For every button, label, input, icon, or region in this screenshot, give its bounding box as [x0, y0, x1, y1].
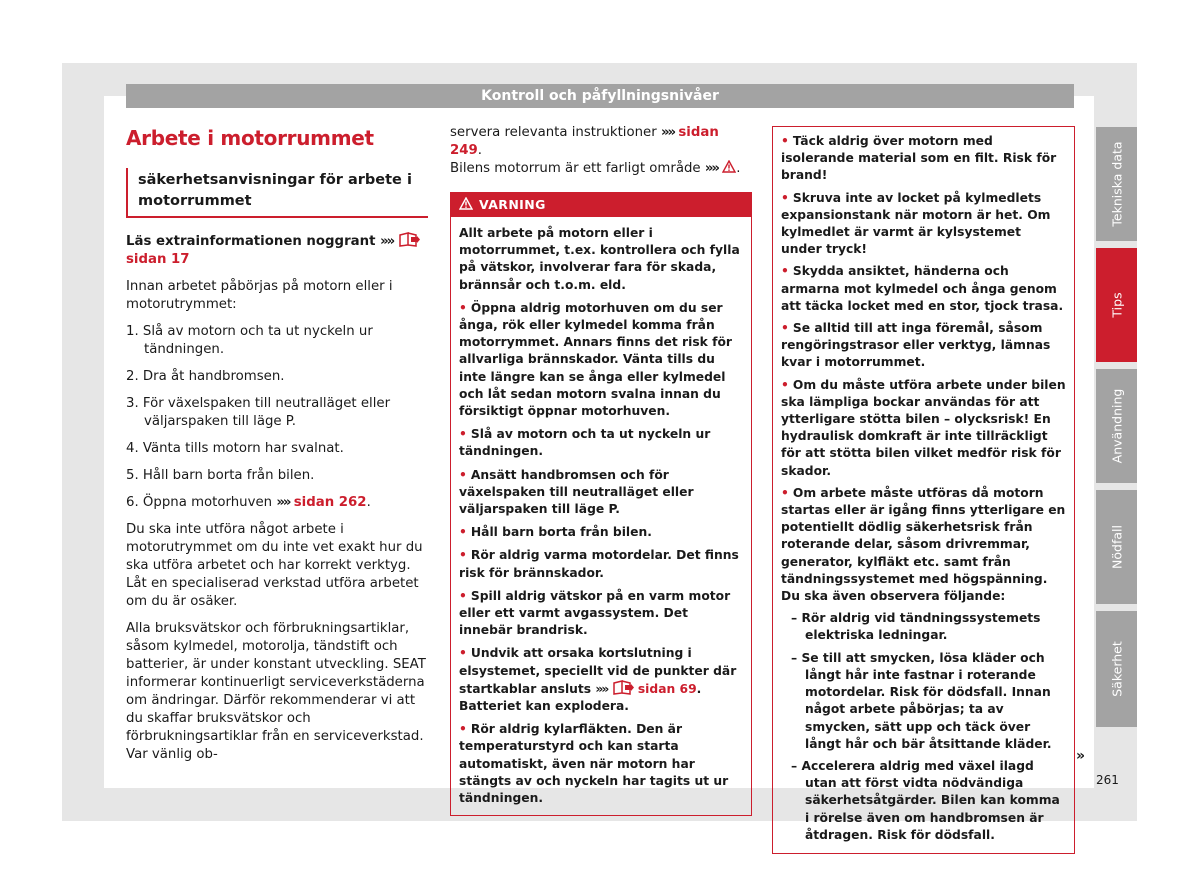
- read-more-line: [126, 232, 428, 269]
- list-item: • Spill aldrig vätskor på en varm motor eller ett varmt avgassystem. Det innebär brandrisk.: [459, 588, 731, 638]
- book-reference-icon: [398, 232, 420, 247]
- warning-header: [451, 193, 751, 217]
- continue-arrow-icon: »: [1076, 748, 1083, 764]
- continued-text-2: Bilens motorrum är ett farligt område »» .: [450, 161, 741, 176]
- list-item: • Håll barn borta från bilen.: [459, 525, 652, 540]
- tab-anvandning[interactable]: Användning: [1096, 369, 1137, 483]
- continued-text: servera relevanta instruktioner »» sidan 249.: [450, 125, 719, 158]
- list-item: • Skruva inte av locket på kylmedlets expansionstank när motorn är het. Om kylmedlet är varmt är kylsystemet under tryck!: [781, 190, 1051, 257]
- section-title: säkerhetsanvisningar för arbete i motorrummet: [126, 168, 428, 218]
- list-item: • Ansätt handbromsen och för växelspaken till neutralläget eller väljarspaken till läge P.: [459, 467, 694, 517]
- list-item: • Täck aldrig över motorn med isolerande material som en filt. Risk för brand!: [781, 134, 1057, 183]
- chapter-header-bar: Kontroll och påfyllningsnivåer: [126, 84, 1074, 108]
- dash-item: – Rör aldrig vid tändningssystemets elektriska ledningar.: [791, 611, 1041, 643]
- step6-link[interactable]: sidan 262: [293, 495, 367, 510]
- list-item: • Om arbete måste utföras då motorn startas eller är igång finns ytterligare en potentiellt dödlig säkerhetsrisk från roterande delar, såsom drivremmar, generator, kylfläkt etc. samt från tändningssystemet med högspänning. Du ska även observera följande:: [781, 485, 1066, 604]
- list-item: 2. Dra åt handbromsen.: [126, 369, 285, 384]
- chapter-title: Arbete i motorrummet: [126, 126, 374, 150]
- intro-text: Innan arbetet påbörjas på motorn eller i motorutrymmet:: [126, 279, 393, 312]
- list-item: • Undvik att orsaka kortslutning i elsystemet, speciellt vid de punkter där startkablar ansluts »» sidan 69. Batteriet kan explodera.: [459, 646, 737, 714]
- warning-triangle-icon: [459, 197, 473, 210]
- list-item: • Öppna aldrig motorhuven om du ser ånga, rök eller kylmedel komma från motorrymmet. Annars finns det risk för allvarliga brännskador. Vänta tills du inte längre kan se ånga eller kylmedel och låt sedan motorn svalna innan du försiktigt öppnar motorhuven.: [459, 300, 732, 419]
- dash-item: – Accelerera aldrig med växel ilagd utan att först vidta nödvändiga säkerhetsåtgärder. Bilen kan komma i rörelse även om handbromsen är åtdragen. Risk för dödsfall.: [791, 758, 1060, 842]
- cont-link[interactable]: sidan 249: [450, 125, 719, 158]
- list-item: 4. Vänta tills motorn har svalnat.: [126, 441, 344, 456]
- tab-nodfall[interactable]: Nödfall: [1096, 490, 1137, 604]
- list-item: 1. Slå av motorn och ta ut nyckeln ur tändningen.: [126, 324, 373, 357]
- column-left: [126, 124, 428, 773]
- warning-box-continued: [772, 126, 1075, 854]
- paragraph: Alla bruksvätskor och förbrukningsartiklar, såsom kylmedel, motorolja, tändstift och batterier, är under konstant utveckling. SEAT informerar kontinuerligt serviceverkstäderna om ändringar. Därför rekommenderar vi att du skaffar bruksvätskor och förbrukningsartiklar från en serviceverkstad. Var vänlig ob-: [126, 621, 426, 762]
- tab-tips[interactable]: Tips: [1096, 248, 1137, 362]
- list-item: • Se alltid till att inga föremål, såsom rengöringstrasor eller verktyg, lämnas kvar i motorrummet.: [781, 321, 1051, 370]
- warning-body: [451, 217, 751, 815]
- warning-box: [450, 192, 752, 816]
- warning-label: VARNING: [479, 197, 546, 212]
- bullet7-link[interactable]: sidan 69: [637, 681, 697, 696]
- list-item: • Skydda ansiktet, händerna och armarna mot kylmedel och ånga genom att täcka locket med en stor, tjock trasa.: [781, 264, 1064, 313]
- list-item: • Slå av motorn och ta ut nyckeln ur tändningen.: [459, 427, 711, 459]
- paragraph: Du ska inte utföra något arbete i motorutrymmet om du inte vet exakt hur du ska utföra arbetet och har korrekt verktyg. Låt en specialiserad verkstad utföra arbetet om du är osäker.: [126, 522, 423, 609]
- tab-sakerhet[interactable]: Säkerhet: [1096, 611, 1137, 727]
- list-item: 5. Håll barn borta från bilen.: [126, 468, 315, 483]
- list-item: • Rör aldrig varma motordelar. Det finns risk för brännskador.: [459, 548, 739, 580]
- list-item: • Rör aldrig kylarfläkten. Den är temperaturstyrd och kan starta automatiskt, även när motorn har stängts av och nyckeln har tagits ut ur tändningen.: [459, 722, 729, 806]
- steps-list: [126, 323, 428, 512]
- page-number: 261: [1096, 773, 1119, 787]
- dash-item: – Se till att smycken, lösa kläder och långt hår inte fastnar i roterande motordelar. Risk för dödsfall. Innan något arbete påbörjas; ta av smycken, sätt upp och täck över långt hår och bär åtsittande kläder.: [791, 650, 1052, 751]
- column-right: [772, 126, 1075, 854]
- list-item: 6. Öppna motorhuven »» sidan 262.: [126, 495, 371, 510]
- book-reference-icon: [612, 680, 634, 695]
- list-item: • Om du måste utföra arbete under bilen ska lämpliga bockar användas för att ytterligare stötta bilen – olycksrisk! En hydraulisk domkraft är inte tillräckligt för att stötta bilen vilket medför risk för skador.: [781, 377, 1066, 478]
- column-middle: [450, 124, 752, 816]
- read-more-link[interactable]: sidan 17: [126, 252, 190, 267]
- warning-intro: Allt arbete på motorn eller i motorrummet, t.ex. kontrollera och fylla på vätskor, involverar fara för skada, brännsår och t.o.m. eld.: [459, 226, 740, 292]
- warning-triangle-icon[interactable]: [722, 160, 736, 173]
- read-more-text: Läs extrainformationen noggrant: [126, 234, 376, 249]
- reference-arrows: »»: [380, 234, 394, 249]
- list-item: 3. För växelspaken till neutralläget eller väljarspaken till läge P.: [126, 396, 391, 429]
- tab-tekniska-data[interactable]: Tekniska data: [1096, 127, 1137, 241]
